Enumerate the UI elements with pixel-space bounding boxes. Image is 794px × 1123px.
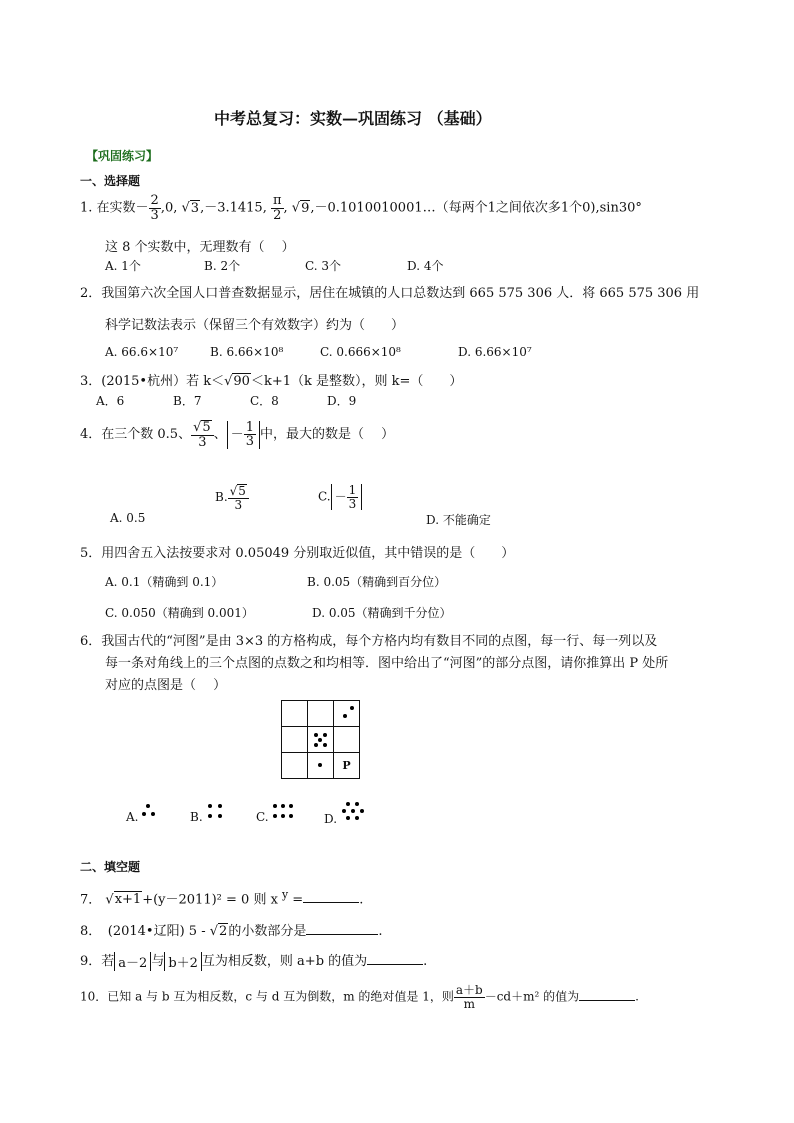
q6-option-c: C. <box>256 810 269 824</box>
q2-option-d: D. 6.66×10⁷ <box>458 345 532 359</box>
hetu-grid <box>281 700 360 779</box>
section-fill-heading: 二、填空题 <box>80 860 141 874</box>
question-10: 10．已知 a 与 b 互为相反数，c 与 d 互为倒数，m 的绝对值是 1，则 $\frac{a+b}{m}$ －cd＋m² 的值为 . <box>80 983 639 1011</box>
q4-option-a: A. 0.5 <box>110 511 146 525</box>
q2-option-b: B. 6.66×10⁸ <box>210 345 284 359</box>
fraction: $\frac{2}{3}$ <box>150 193 159 223</box>
question-9: 9．若 a－2 与 b＋2 互为相反数，则 a+b 的值为 . <box>80 954 428 971</box>
grid-cell <box>282 753 308 779</box>
grid-cell <box>334 701 360 727</box>
section-choice-heading: 一、选择题 <box>80 174 141 188</box>
fraction-pi: $\frac{\pi}{2}$ <box>272 193 282 223</box>
q2-option-c: C. 0.666×10⁸ <box>320 345 401 359</box>
q1-option-a: A. 1个 <box>105 259 141 273</box>
fraction: $\frac{a+b}{m}$ <box>455 983 483 1011</box>
grid-cell <box>282 727 308 753</box>
q1-option-d: D. 4个 <box>407 259 444 273</box>
question-1: 1. 在实数－ $\frac{2}{3}$ ,0, √3,－3.1415, $\frac{\pi}{2}$ , √9,－0.1010010001…（每两个1之间依次多1个0),sin30° <box>80 193 642 223</box>
q6-option-d: D. <box>324 812 338 826</box>
q4-option-c: C. － $\frac{1}{3}$ <box>318 484 362 510</box>
q3-option-b: B．7 <box>173 394 202 408</box>
absolute-value: b＋2 <box>164 952 202 971</box>
grid-cell-p: P <box>334 753 360 779</box>
question-4: 4．在三个数 0.5、 $\frac{√5}{3}$ 、 － $\frac{1}{3}$ 中，最大的数是（ ） <box>80 419 395 450</box>
q4-option-d: D. 不能确定 <box>426 513 491 527</box>
absolute-value: a－2 <box>114 952 151 971</box>
q5-option-b: B. 0.05（精确到百分位） <box>307 575 447 589</box>
grid-cell <box>308 753 334 779</box>
question-6-line2: 每一条对角线上的三个点图的点数之和均相等．图中给出了“河图”的部分点图，请你推算出 P 处所 <box>105 656 669 671</box>
question-3: 3．(2015•杭州）若 k＜√90＜k+1（k 是整数），则 k=（ ） <box>80 374 463 389</box>
fraction-sqrt5-3: $\frac{√5}{3}$ <box>191 420 214 449</box>
grid-cell <box>308 727 334 753</box>
answer-blank[interactable] <box>579 1000 635 1001</box>
q1-option-c: C. 3个 <box>305 259 342 273</box>
question-2: 2．我国第六次全国人口普查数据显示，居住在城镇的人口总数达到 665 575 306 人．将 665 575 306 用 <box>80 286 700 301</box>
answer-blank[interactable] <box>367 964 423 965</box>
q1-option-b: B. 2个 <box>204 259 241 273</box>
q2-option-a: A. 66.6×10⁷ <box>105 345 179 359</box>
q5-option-d: D. 0.05（精确到千分位） <box>312 606 452 620</box>
question-2-line2: 科学记数法表示（保留三个有效数字）约为（ ） <box>105 318 405 333</box>
q6-option-a: A. <box>126 810 139 824</box>
q4-option-b: B. $\frac{√5}{3}$ <box>215 484 249 511</box>
section-tag: 【巩固练习】 <box>86 149 159 163</box>
question-5: 5．用四舍五入法按要求对 0.05049 分别取近似值，其中错误的是（ ） <box>80 546 515 561</box>
answer-blank[interactable] <box>303 902 359 903</box>
grid-cell <box>282 701 308 727</box>
q3-option-d: D．9 <box>327 394 357 408</box>
grid-cell <box>334 727 360 753</box>
q3-option-c: C．8 <box>250 394 279 408</box>
page-title: 中考总复习：实数—巩固练习 （基础） <box>214 109 492 128</box>
question-1-line2: 这 8 个实数中，无理数有（ ） <box>105 240 295 255</box>
question-7: 7． √x+1+(y－2011)² = 0 则 x $^y$ = . <box>80 888 364 908</box>
q6-option-b: B. <box>190 810 203 824</box>
question-8: 8． (2014•辽阳) 5 - √2的小数部分是 . <box>80 924 383 939</box>
q5-option-c: C. 0.050（精确到 0.001） <box>105 606 254 620</box>
q3-option-a: A．6 <box>96 394 125 408</box>
answer-blank[interactable] <box>306 934 378 935</box>
question-6-line3: 对应的点图是（ ） <box>105 678 227 693</box>
question-6: 6．我国古代的“河图”是由 3×3 的方格构成，每个方格内均有数目不同的点图，每一行、每一列以及 <box>80 634 658 649</box>
absolute-value: － $\frac{1}{3}$ <box>227 421 260 449</box>
grid-cell <box>308 701 334 727</box>
q5-option-a: A. 0.1（精确到 0.1） <box>105 575 224 589</box>
